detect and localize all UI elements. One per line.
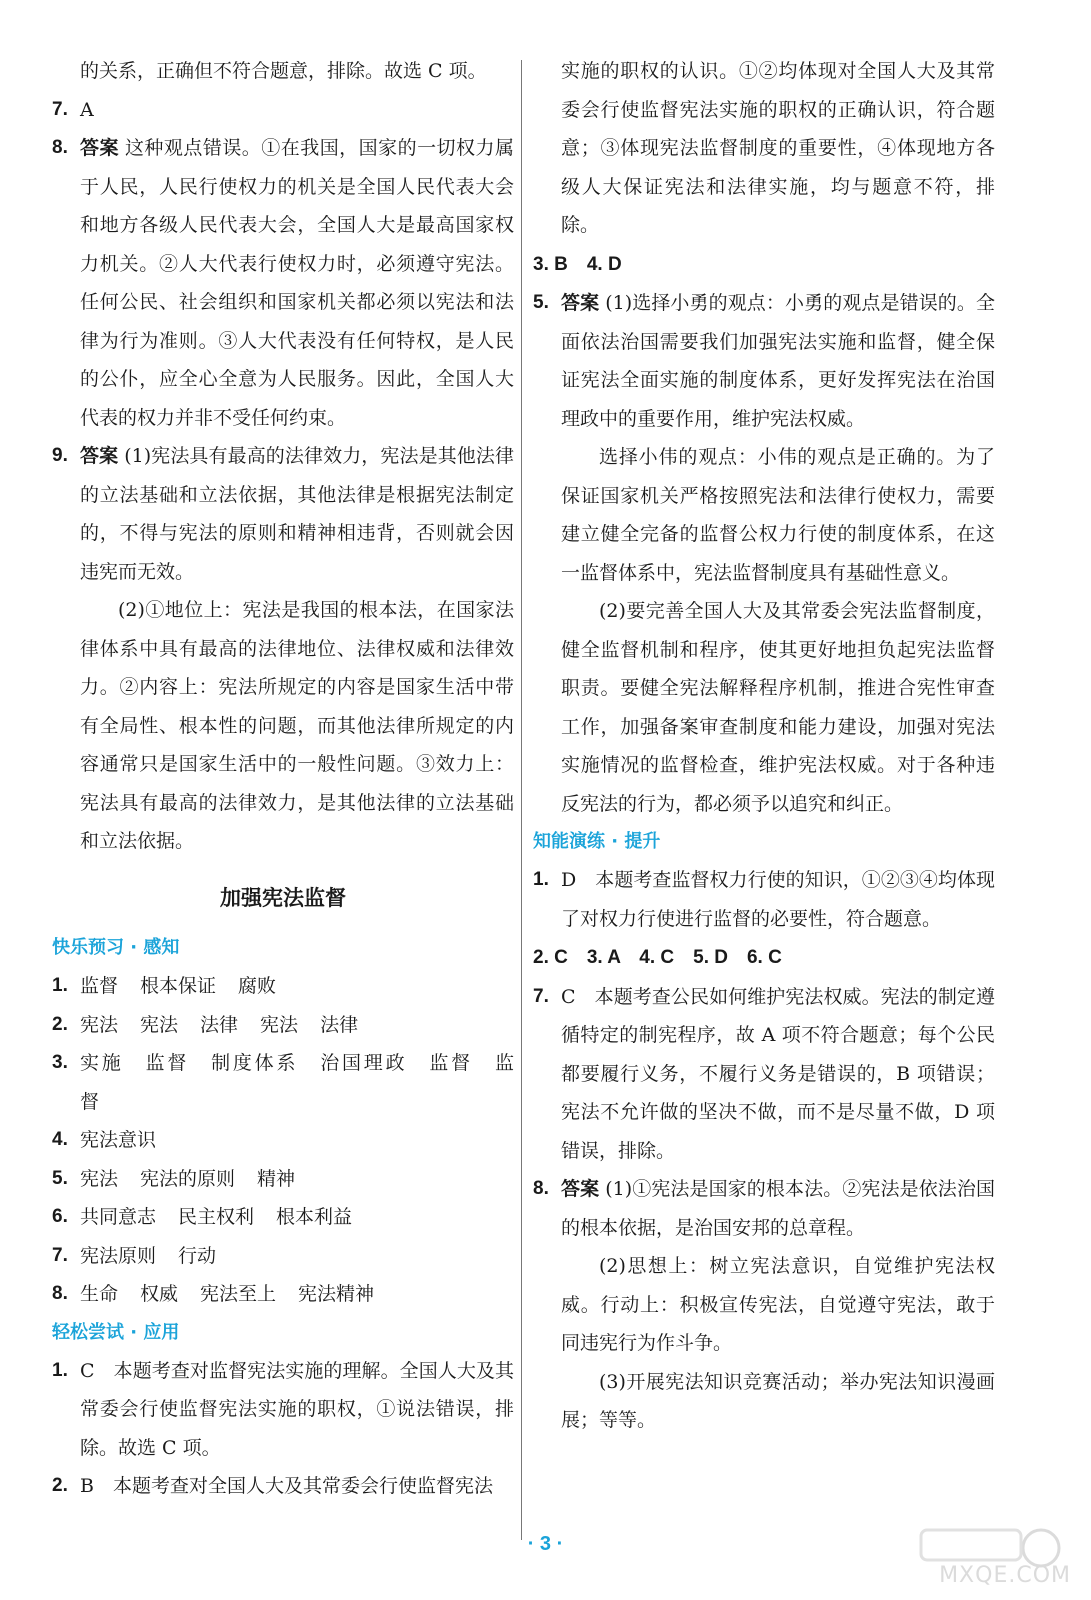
- fill-item: 6. 共同意志 民主权利 根本利益: [52, 1206, 353, 1228]
- answer-text: 这种观点错误。①在我国，国家的一切权力属于人民，人民行使权力的机关是全国人民代表大会和地方各级人民代表大会，全国人大是最高国家权力机关。②人大代表行使权力时，必须遵守宪法。任何公民、社会组织和国家机关都必须以宪法和法律为行为准则。③人大代表没有任何特权，是人民的公仆，应全心全意为人民服务。因此，全国人大代表的权力并非不受任何约束。: [80, 137, 514, 429]
- answer-8: [52, 129, 514, 437]
- answer-number: 7.: [52, 98, 68, 120]
- advance-answers-2-6: 2. C 3. A 4. C 5. D 6. C: [533, 947, 782, 968]
- fill-item: 8. 生命 权威 宪法至上 宪法精神: [52, 1283, 375, 1305]
- fill-item: 7. 宪法原则 行动: [52, 1244, 217, 1267]
- advance-answer-1: [533, 861, 995, 938]
- answer-text: B 本题考查对全国人大及其常委会行使监督宪法: [80, 1475, 493, 1497]
- fill-item: 2. 宪法 宪法 法律 宪法 法律: [52, 1013, 359, 1036]
- fill-answers: [52, 967, 514, 1314]
- answer-tag: 答案: [561, 292, 600, 314]
- answer-number: 7.: [533, 985, 549, 1007]
- answer-text: A: [80, 98, 94, 121]
- answer-text-part2: 选择小伟的观点：小伟的观点是正确的。为了保证国家机关严格按照宪法和法律行使权力，需要建立健全完备的监督公权力行使的制度体系，在这一监督体系中，宪法监督制度具有基础性意义。: [561, 446, 995, 584]
- answer-number: 1.: [52, 1359, 68, 1381]
- answer-text: D 本题考查监督权力行使的知识，①②③④均体现了对权力行使进行监督的必要性，符合题意。: [561, 869, 995, 930]
- answer-9: [52, 437, 514, 861]
- answer-text: (1)宪法具有最高的法律效力，宪法是其他法律的立法基础和立法依据，其他法律是根据宪法制定的，不得与宪法的原则和精神相违背，否则就会因违宪而无效。: [80, 445, 514, 583]
- left-column: [52, 52, 514, 1506]
- right-column: [533, 52, 995, 1440]
- answer-text-part2: (2)①地位上：宪法是我国的根本法，在国家法律体系中具有最高的法律地位、法律权威和法律效力。②内容上：宪法所规定的内容是国家生活中带有全局性、根本性的问题，而其他法律所规定的内容通常只是国家生活中的一般性问题。③效力上：宪法具有最高的法律效力，是其他法律的立法基础和立法依据。: [80, 599, 514, 852]
- subheading-practice: 轻松尝试 · 应用: [52, 1321, 180, 1343]
- answer-7: [52, 91, 514, 130]
- practice-answer-2: [52, 1467, 514, 1506]
- answer-number: 9.: [52, 445, 68, 466]
- fill-item: 3. 实施 监督 制度体系 治国理政 监督 监督: [52, 1052, 514, 1113]
- subheading-preview: 快乐预习 · 感知: [52, 937, 180, 958]
- watermark-text: MXQE.COM: [939, 1563, 1071, 1588]
- practice-answer-1: [52, 1352, 514, 1468]
- answer-text-part3: (3)开展宪法知识竞赛活动；举办宪法知识漫画展；等等。: [561, 1370, 995, 1431]
- answer-number: 8.: [52, 137, 68, 158]
- answer-continuation: 的关系，正确但不符合题意，排除。故选 C 项。: [80, 60, 487, 82]
- answer-text: (1)①宪法是国家的根本法。②宪法是依法治国的根本依据，是治国安邦的总章程。: [561, 1178, 995, 1239]
- page-number: · 3 ·: [527, 1533, 564, 1555]
- advance-answer-7: [533, 978, 995, 1171]
- answer-5: [533, 284, 995, 823]
- fill-item: 1. 监督 根本保证 腐败: [52, 975, 277, 997]
- answer-text-part2: (2)思想上：树立宪法意识，自觉维护宪法权威。行动上：积极宣传宪法，自觉遵守宪法，敢于同违宪行为作斗争。: [561, 1255, 995, 1354]
- answer-text: (1)选择小勇的观点：小勇的观点是错误的。全面依法治国需要我们加强宪法实施和监督，健全保证宪法全面实施的制度体系，更好发挥宪法在治国理政中的重要作用，维护宪法权威。: [561, 292, 995, 430]
- answer-tag: 答案: [80, 445, 119, 467]
- fill-item: 4. 宪法意识: [52, 1129, 157, 1151]
- answer-tag: 答案: [561, 1178, 600, 1200]
- answer-text-part3: (2)要完善全国人大及其常委会宪法监督制度，健全监督机制和程序，使其更好地担负起宪法监督职责。要健全宪法解释程序机制，推进合宪性审查工作，加强备案审查制度和能力建设，加强对宪法实施情况的监督检查，维护宪法权威。对于各种违反宪法的行为，都必须予以追究和纠正。: [561, 600, 995, 815]
- answer-number: 8.: [533, 1178, 549, 1199]
- answer-text: C 本题考查对监督宪法实施的理解。全国人大及其常委会行使监督宪法实施的职权，①说法错误，排除。故选 C 项。: [80, 1359, 514, 1459]
- answers-3-4: 3. B 4. D: [533, 253, 622, 275]
- section-title: 加强宪法监督: [220, 885, 346, 910]
- subheading-advance: 知能演练 · 提升: [533, 831, 661, 852]
- answer-text: C 本题考查公民如何维护宪法权威。宪法的制定遵循特定的制宪程序，故 A 项不符合题意；每个公民都要履行义务，不履行义务是错误的，B 项错误；宪法不允许做的坚决不做，而不是尽量不做，D 项错误，排除。: [561, 985, 995, 1162]
- answer-number: 1.: [533, 869, 549, 890]
- answer-tag: 答案: [80, 137, 119, 159]
- advance-answer-8: [533, 1170, 995, 1440]
- answer-continuation: 实施的职权的认识。①②均体现对全国人大及其常委会行使监督宪法实施的职权的正确认识，符合题意；③体现宪法监督制度的重要性，④体现地方各级人大保证宪法和法律实施，均与题意不符，排除。: [561, 60, 995, 236]
- answer-number: 2.: [52, 1475, 68, 1496]
- answer-number: 5.: [533, 292, 549, 313]
- column-divider: [521, 60, 522, 1540]
- fill-item: 5. 宪法 宪法的原则 精神: [52, 1167, 296, 1190]
- watermark-logo: [901, 1526, 1071, 1588]
